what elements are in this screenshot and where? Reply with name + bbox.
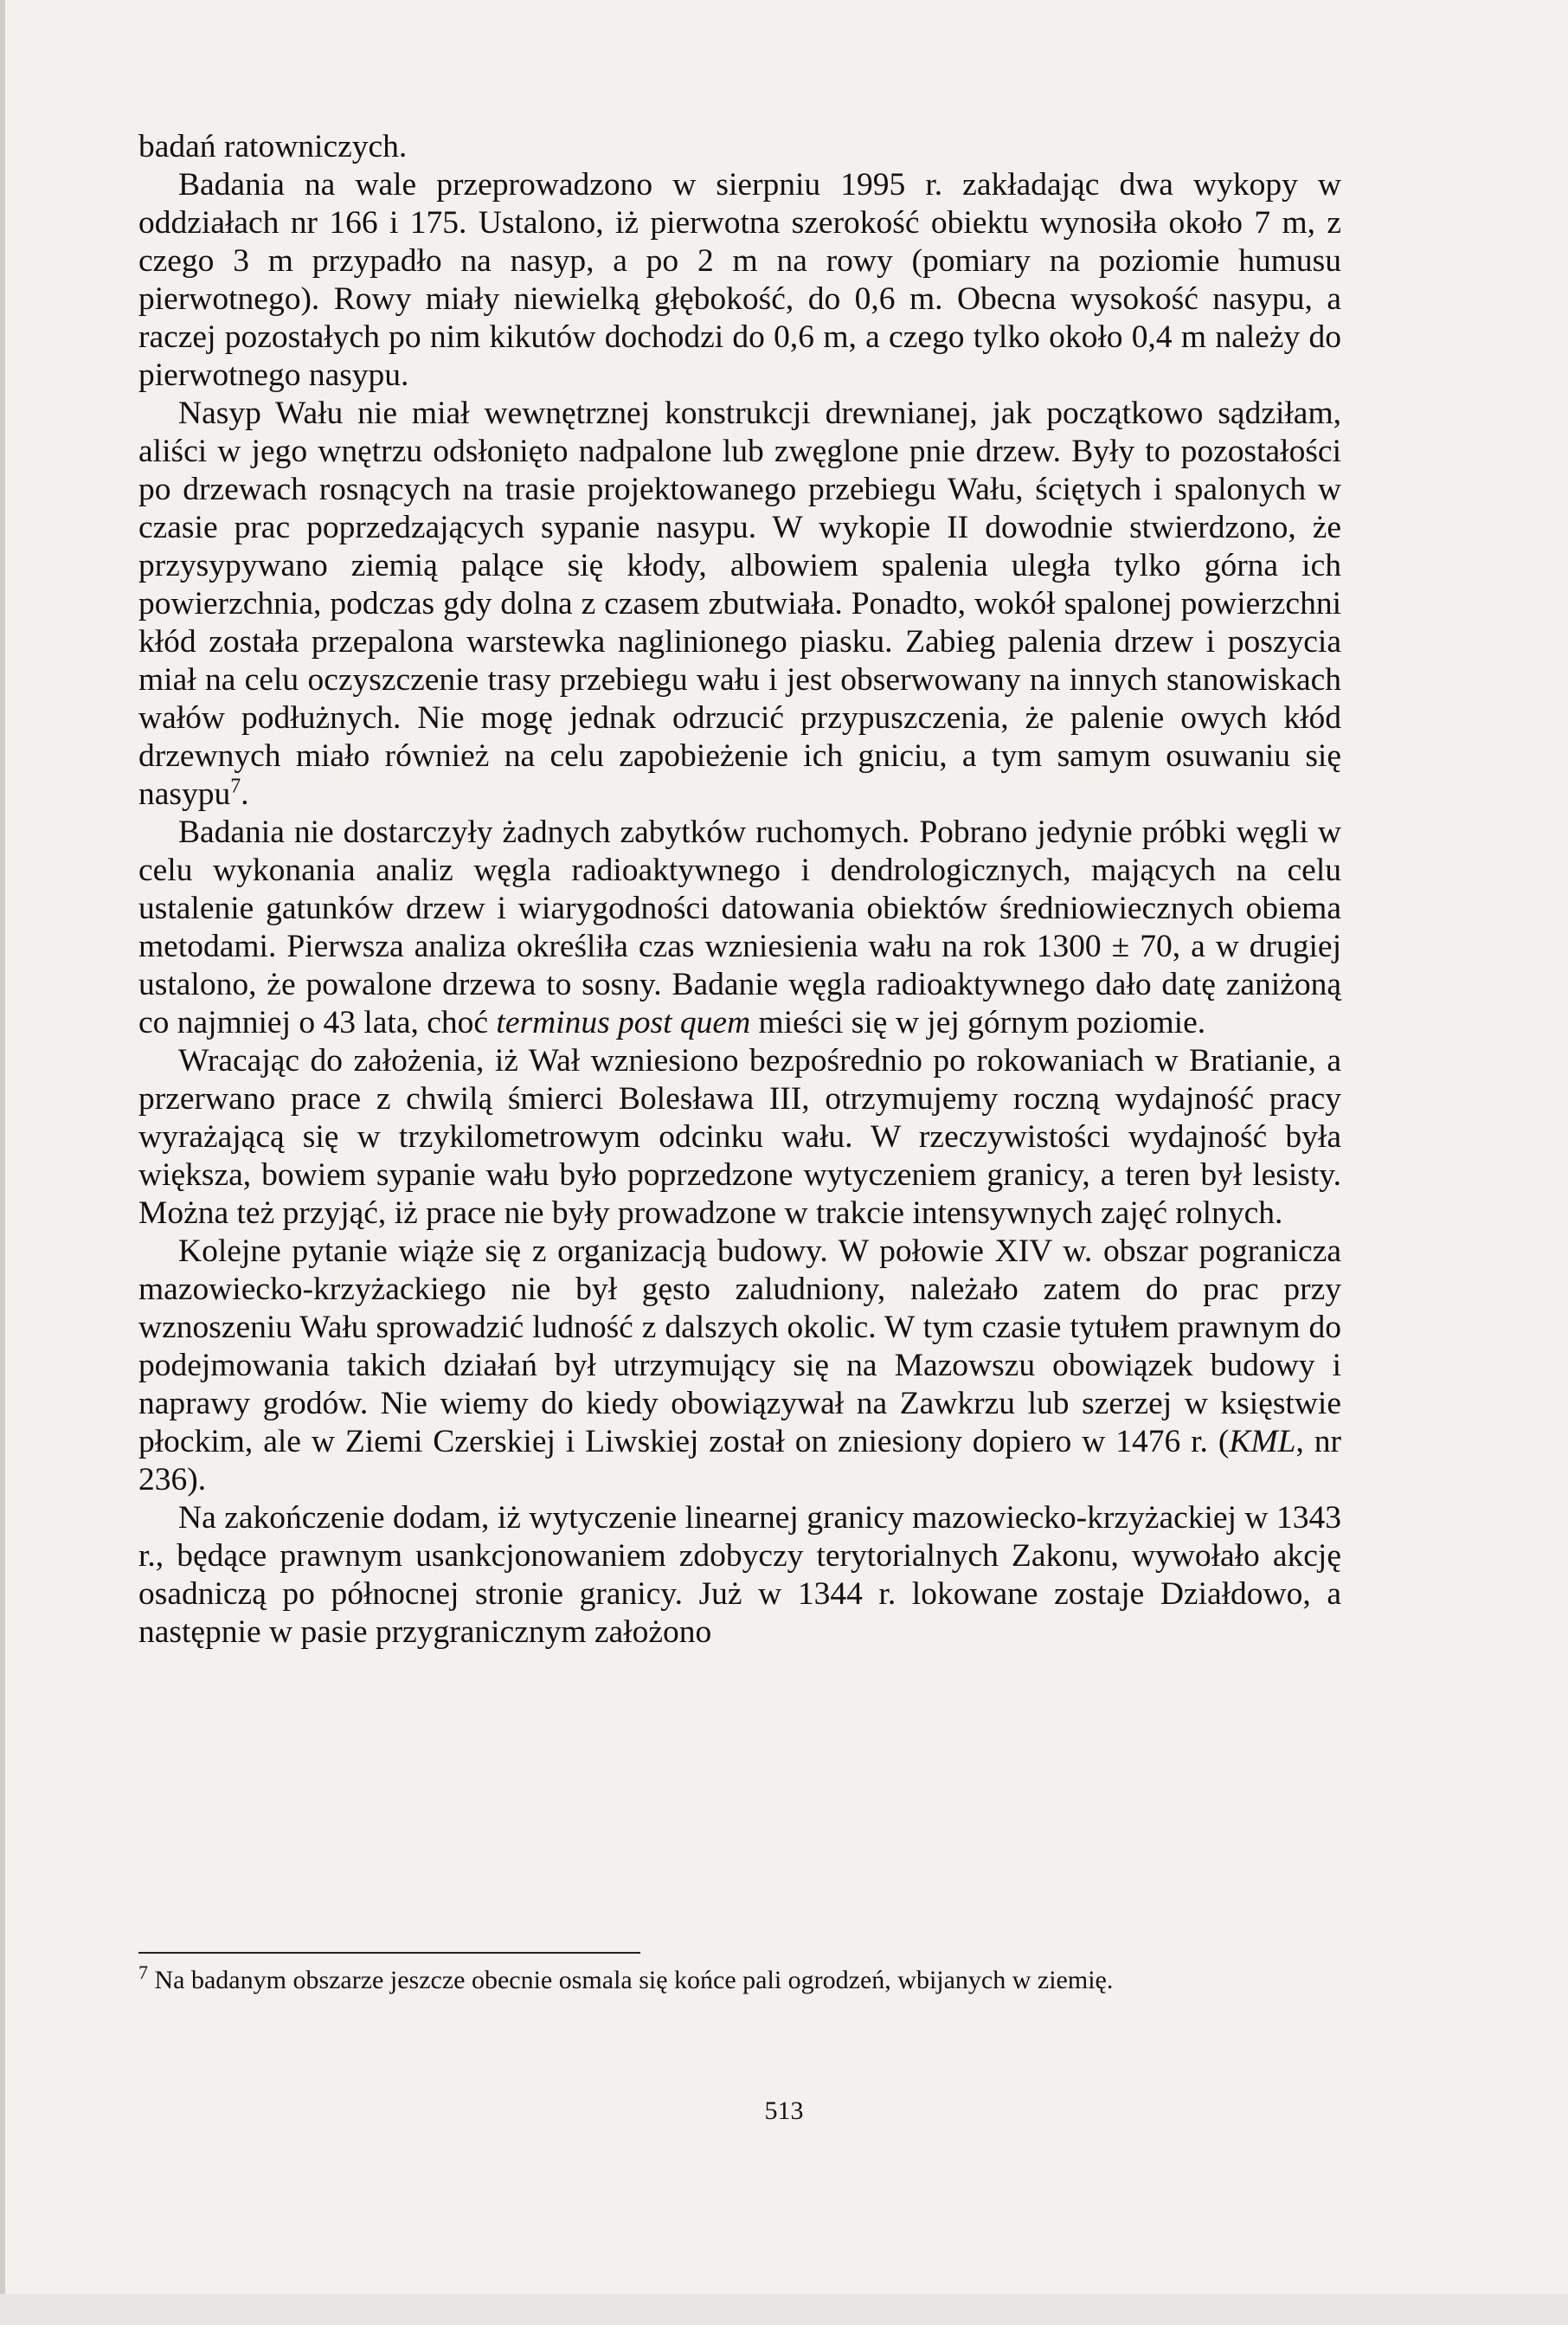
scan-margin	[0, 2294, 1568, 2325]
paragraph-1	[138, 166, 1341, 395]
paragraph-text: Badania nie dostarczyły żadnych zabytków ruchomych. Pobrano jedynie próbki węgli w celu wykonania analiz węgla radioaktywnego i dendrologicznych, mających na celu ustalenie gatunków drzew i wiarygodności datowania obiektów średniowiecznych obiema metodami. Pierwsza analiza określiła czas wzniesienia wału na rok 1300 ± 70, a w drugiej ustalono, że powalone drzewa to sosny. Badanie węgla radioaktywnego dało datę zaniżoną co najmniej o 43 lata, choć	[138, 815, 1341, 1040]
paragraph-6	[138, 1499, 1341, 1652]
italic-text: terminus post quem	[496, 1005, 751, 1040]
paragraph-text: .	[241, 776, 249, 812]
paragraph-text: Badania na wale przeprowadzono w sierpniu 1995 r. zakładając dwa wykopy w oddziałach nr 166 i 175. Ustalono, iż pierwotna szerokość obiektu wynosiła około 7 m, z czego 3 m przypadło na nasyp, a po 2 m na rowy (pomiary na poziomie humusu pierwotnego). Rowy miały niewielką głębokość, do 0,6 m. Obecna wysokość nasypu, a raczej pozostałych po nim kikutów dochodzi do 0,6 m, a czego tylko około 0,4 m należy do pierwotnego nasypu.	[138, 167, 1341, 393]
page-body	[138, 128, 1341, 1652]
paragraph-2	[138, 395, 1341, 814]
footnote	[138, 1963, 1341, 1998]
footnote-ref: 7	[230, 775, 241, 798]
paragraph-text: Na zakończenie dodam, iż wytyczenie linearnej granicy mazowiecko-krzyżackiej w 1343 r., będące prawnym usankcjonowaniem zdobyczy terytorialnych Zakonu, wywołało akcję osadniczą po północnej stronie granicy. Już w 1344 r. lokowane zostaje Działdowo, a następnie w pasie przygranicznym założono	[138, 1500, 1341, 1650]
paragraph-text: Wracając do założenia, iż Wał wzniesiono bezpośrednio po rokowaniach w Bratianie, a przerwano prace z chwilą śmierci Bolesława III, otrzymujemy roczną wydajność pracy wyrażającą się w trzykilometrowym odcinku wału. W rzeczywistości wydajność była większa, bowiem sypanie wału było poprzedzone wytyczeniem granicy, a teren był lesisty. Można też przyjąć, iż prace nie były prowadzone w trakcie intensywnych zajęć rolnych.	[138, 1043, 1341, 1231]
paragraph-text: badań ratowniczych.	[138, 129, 408, 164]
italic-text: KML	[1229, 1424, 1296, 1459]
paragraph-text: mieści się w jej górnym poziomie.	[750, 1005, 1206, 1040]
footnote-separator	[138, 1952, 640, 1954]
paragraph-text: Nasyp Wału nie miał wewnętrznej konstrukcji drewnianej, jak początkowo sądziłam, aliści w jego wnętrzu odsłonięto nadpalone lub zwęglone pnie drzew. Były to pozostałości po drzewach rosnących na trasie projektowanego przebiegu Wału, ściętych i spalonych w czasie prac poprzedzających sypanie nasypu. W wykopie II dowodnie stwierdzono, że przysypywano ziemią palące się kłody, albowiem spalenia uległa tylko górna ich powierzchnia, podczas gdy dolna z czasem zbutwiała. Ponadto, wokół spalonej powierzchni kłód została przepalona warstewka naglinionego piasku. Zabieg palenia drzew i poszycia miał na celu oczyszczenie trasy przebiegu wału i jest obserwowany na innych stanowiskach wałów podłużnych. Nie mogę jednak odrzucić przypuszczenia, że palenie owych kłód drzewnych miało również na celu zapobieżenie ich gniciu, a tym samym osuwaniu się nasypu	[138, 396, 1341, 812]
page-number: 513	[764, 2096, 804, 2125]
paragraph-4	[138, 1042, 1341, 1233]
footnote-marker: 7	[138, 1961, 148, 1983]
paragraph-3	[138, 814, 1341, 1042]
paragraph-text: Kolejne pytanie wiąże się z organizacją budowy. W połowie XIV w. obszar pogranicza mazowiecko-krzyżackiego nie był gęsto zaludniony, należało zatem do prac przy wznoszeniu Wału sprowadzić ludność z dalszych okolic. W tym czasie tytułem prawnym do podejmowania takich działań był utrzymujący się na Mazowszu obowiązek budowy i naprawy grodów. Nie wiemy do kiedy obowiązywał na Zawkrzu lub szerzej w księstwie płockim, ale w Ziemi Czerskiej i Liwskiej został on zniesiony dopiero w 1476 r. (	[138, 1233, 1341, 1459]
paragraph-text: , nr 236).	[138, 1424, 1341, 1497]
paragraph-5	[138, 1233, 1341, 1499]
footnote-text: Na badanym obszarze jeszcze obecnie osmala się końce pali ogrodzeń, wbijanych w ziemię.	[148, 1966, 1114, 1994]
paragraph-0	[138, 128, 1341, 166]
scan-edge	[0, 0, 5, 2325]
